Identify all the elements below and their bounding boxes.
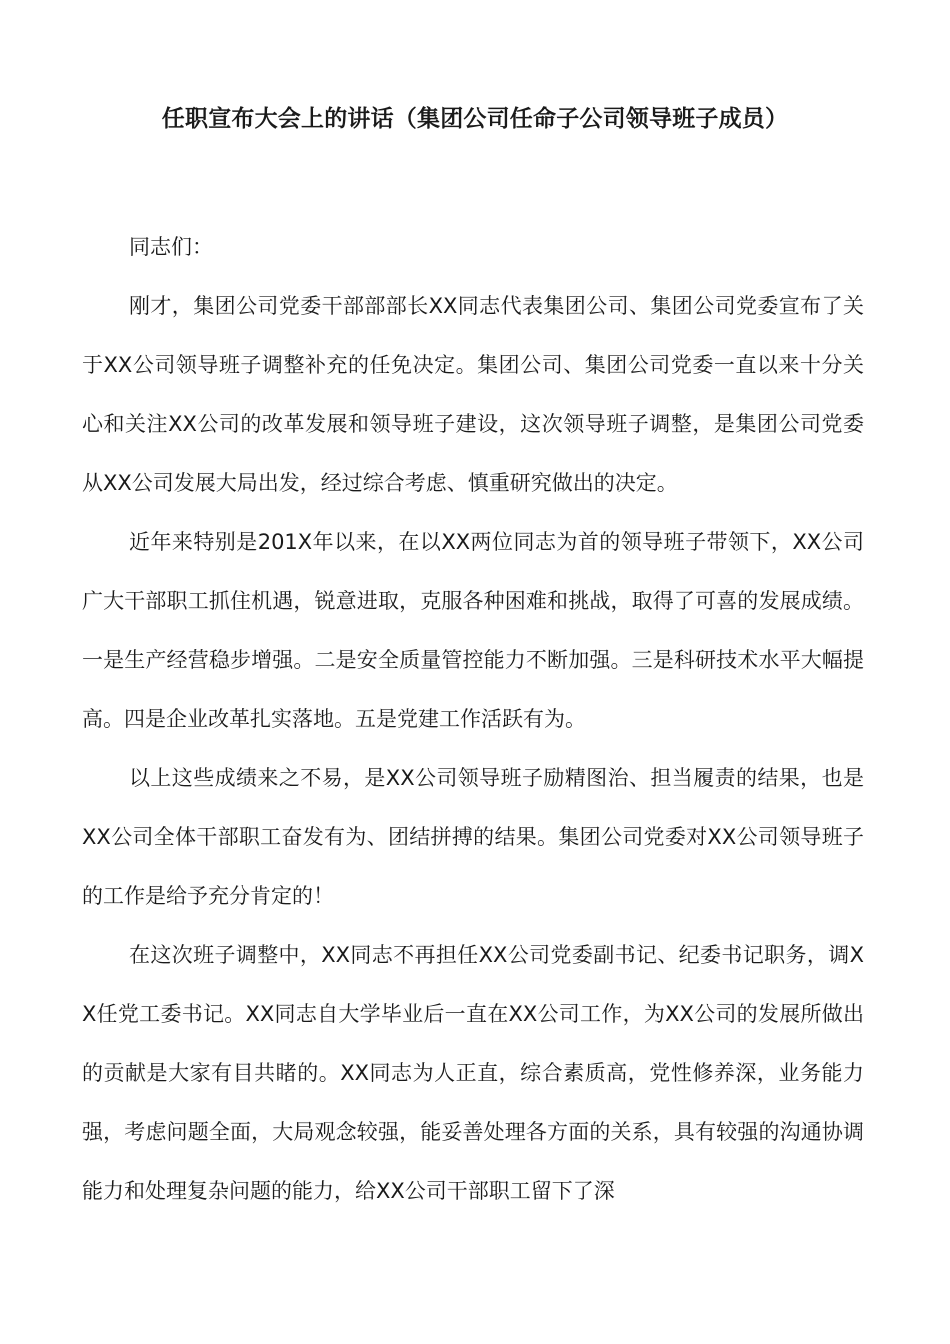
body-paragraph: 在这次班子调整中，XX同志不再担任XX公司党委副书记、纪委书记职务，调XX任党工委书记。XX同志自大学毕业后一直在XX公司工作，为XX公司的发展所做出的贡献是大家有目共睹的。XX同志为人正直，综合素质高，党性修养深，业务能力强，考虑问题全面，大局观念较强，能妥善处理各方面的关系，具有较强的沟通协调能力和处理复杂问题的能力，给XX公司干部职工留下了深 [82,943,864,1203]
body-paragraph: 刚才，集团公司党委干部部部长XX同志代表集团公司、集团公司党委宣布了关于XX公司领导班子调整补充的任免决定。集团公司、集团公司党委一直以来十分关心和关注XX公司的改革发展和领导班子建设，这次领导班子调整，是集团公司党委从XX公司发展大局出发，经过综合考虑、慎重研究做出的决定。 [82,294,864,495]
body-paragraph: 以上这些成绩来之不易，是XX公司领导班子励精图治、担当履责的结果，也是XX公司全体干部职工奋发有为、团结拼搏的结果。集团公司党委对XX公司领导班子的工作是给予充分肯定的！ [82,766,864,908]
body-paragraph: 近年来特别是201X年以来，在以XX两位同志为首的领导班子带领下，XX公司广大干部职工抓住机遇，锐意进取，克服各种困难和挑战，取得了可喜的发展成绩。一是生产经营稳步增强。二是安全质量管控能力不断加强。三是科研技术水平大幅提高。四是企业改革扎实落地。五是党建工作活跃有为。 [82,530,864,731]
document-title: 任职宣布大会上的讲话（集团公司任命子公司领导班子成员） [161,106,789,132]
salutation-paragraph: 同志们： [129,235,213,259]
document-body [82,218,864,1221]
